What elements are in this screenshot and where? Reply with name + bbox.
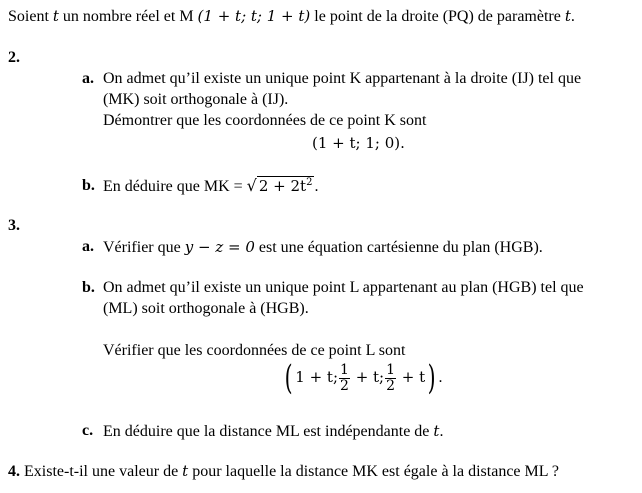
- intro-line: [8, 6, 575, 27]
- question-3-number: 3.: [8, 217, 20, 234]
- intro-text-d: .: [570, 8, 575, 25]
- question-3a-text-b: est une équation cartésienne du plan (HGB).: [254, 239, 543, 256]
- fraction-a-denominator: 2: [340, 377, 349, 394]
- question-3a-label: a.: [82, 238, 94, 255]
- question-3b-line3: Vérifier que les coordonnées de ce point L sont: [103, 342, 406, 359]
- question-2a-line1: On admet qu’il existe un unique point K appartenant à la droite (IJ) tel que: [103, 70, 582, 87]
- question-3c-end: .: [439, 423, 444, 440]
- question-2a-label: a.: [82, 70, 94, 87]
- question-3c-var-t: t: [433, 422, 440, 440]
- point-m-coordinates: (1 + t; t; 1 + t): [197, 7, 311, 25]
- sqrt-body-text: 2 + 2t: [258, 177, 307, 195]
- sqrt-exponent: 2: [306, 177, 313, 188]
- open-paren: (: [284, 358, 293, 399]
- question-3b-label: b.: [82, 279, 95, 296]
- coord-end: .: [438, 369, 443, 386]
- fraction-one-half-a: [339, 363, 350, 394]
- coord-mid: + t;: [350, 368, 385, 386]
- coord-first: 1 + t;: [295, 368, 338, 386]
- question-4-line: [8, 461, 559, 482]
- intro-var-t2: t: [564, 7, 571, 25]
- intro-var-t: t: [52, 7, 59, 25]
- question-2a-line3: Démontrer que les coordonnées de ce point K sont: [103, 112, 427, 129]
- question-3b-line1: On admet qu’il existe un unique point L appartenant au plan (HGB) tel que: [103, 279, 584, 296]
- question-2b-text: En déduire que MK =: [103, 178, 247, 195]
- plane-equation: y − z = 0: [184, 238, 255, 256]
- point-k-coordinates: [312, 133, 405, 153]
- point-l-coordinates: [282, 357, 442, 397]
- intro-text-b: un nombre réel et M: [58, 8, 198, 25]
- fraction-a-numerator: 1: [340, 361, 349, 378]
- intro-text-c: le point de la droite (PQ) de paramètre: [310, 8, 565, 25]
- close-paren: ): [427, 358, 436, 399]
- sqrt-expression: [247, 176, 315, 197]
- coord-last: + t: [397, 368, 426, 386]
- question-3a-line: [103, 237, 543, 258]
- question-2b-label: b.: [82, 177, 95, 194]
- question-2b-end: .: [314, 178, 319, 195]
- question-4-var-t: t: [182, 462, 189, 480]
- fraction-b-numerator: 1: [386, 361, 396, 378]
- question-4-number: 4.: [8, 463, 20, 480]
- question-4-text-b: pour laquelle la distance MK est égale à la distance ML ?: [188, 463, 560, 480]
- question-3c-text: En déduire que la distance ML est indépendante de: [103, 423, 434, 440]
- question-3b-line2: (ML) soit orthogonale à (HGB).: [103, 300, 309, 317]
- question-4-text-a: Existe-t-il une valeur de: [24, 463, 183, 480]
- intro-text-a: Soient: [8, 8, 53, 25]
- question-3c-line: [103, 421, 443, 442]
- fraction-one-half-b: [385, 363, 396, 394]
- sqrt-body: [257, 176, 315, 195]
- question-3a-text-a: Vérifier que: [103, 239, 185, 256]
- question-2-number: 2.: [8, 49, 20, 66]
- question-3c-label: c.: [82, 422, 94, 439]
- fraction-b-denominator: 2: [386, 377, 396, 394]
- point-k-coords-text: (1 + t; 1; 0).: [312, 134, 405, 152]
- question-2a-line2: (MK) soit orthogonale à (IJ).: [103, 91, 289, 108]
- question-2b-line: [103, 176, 318, 197]
- sqrt-sign-icon: √: [246, 176, 257, 195]
